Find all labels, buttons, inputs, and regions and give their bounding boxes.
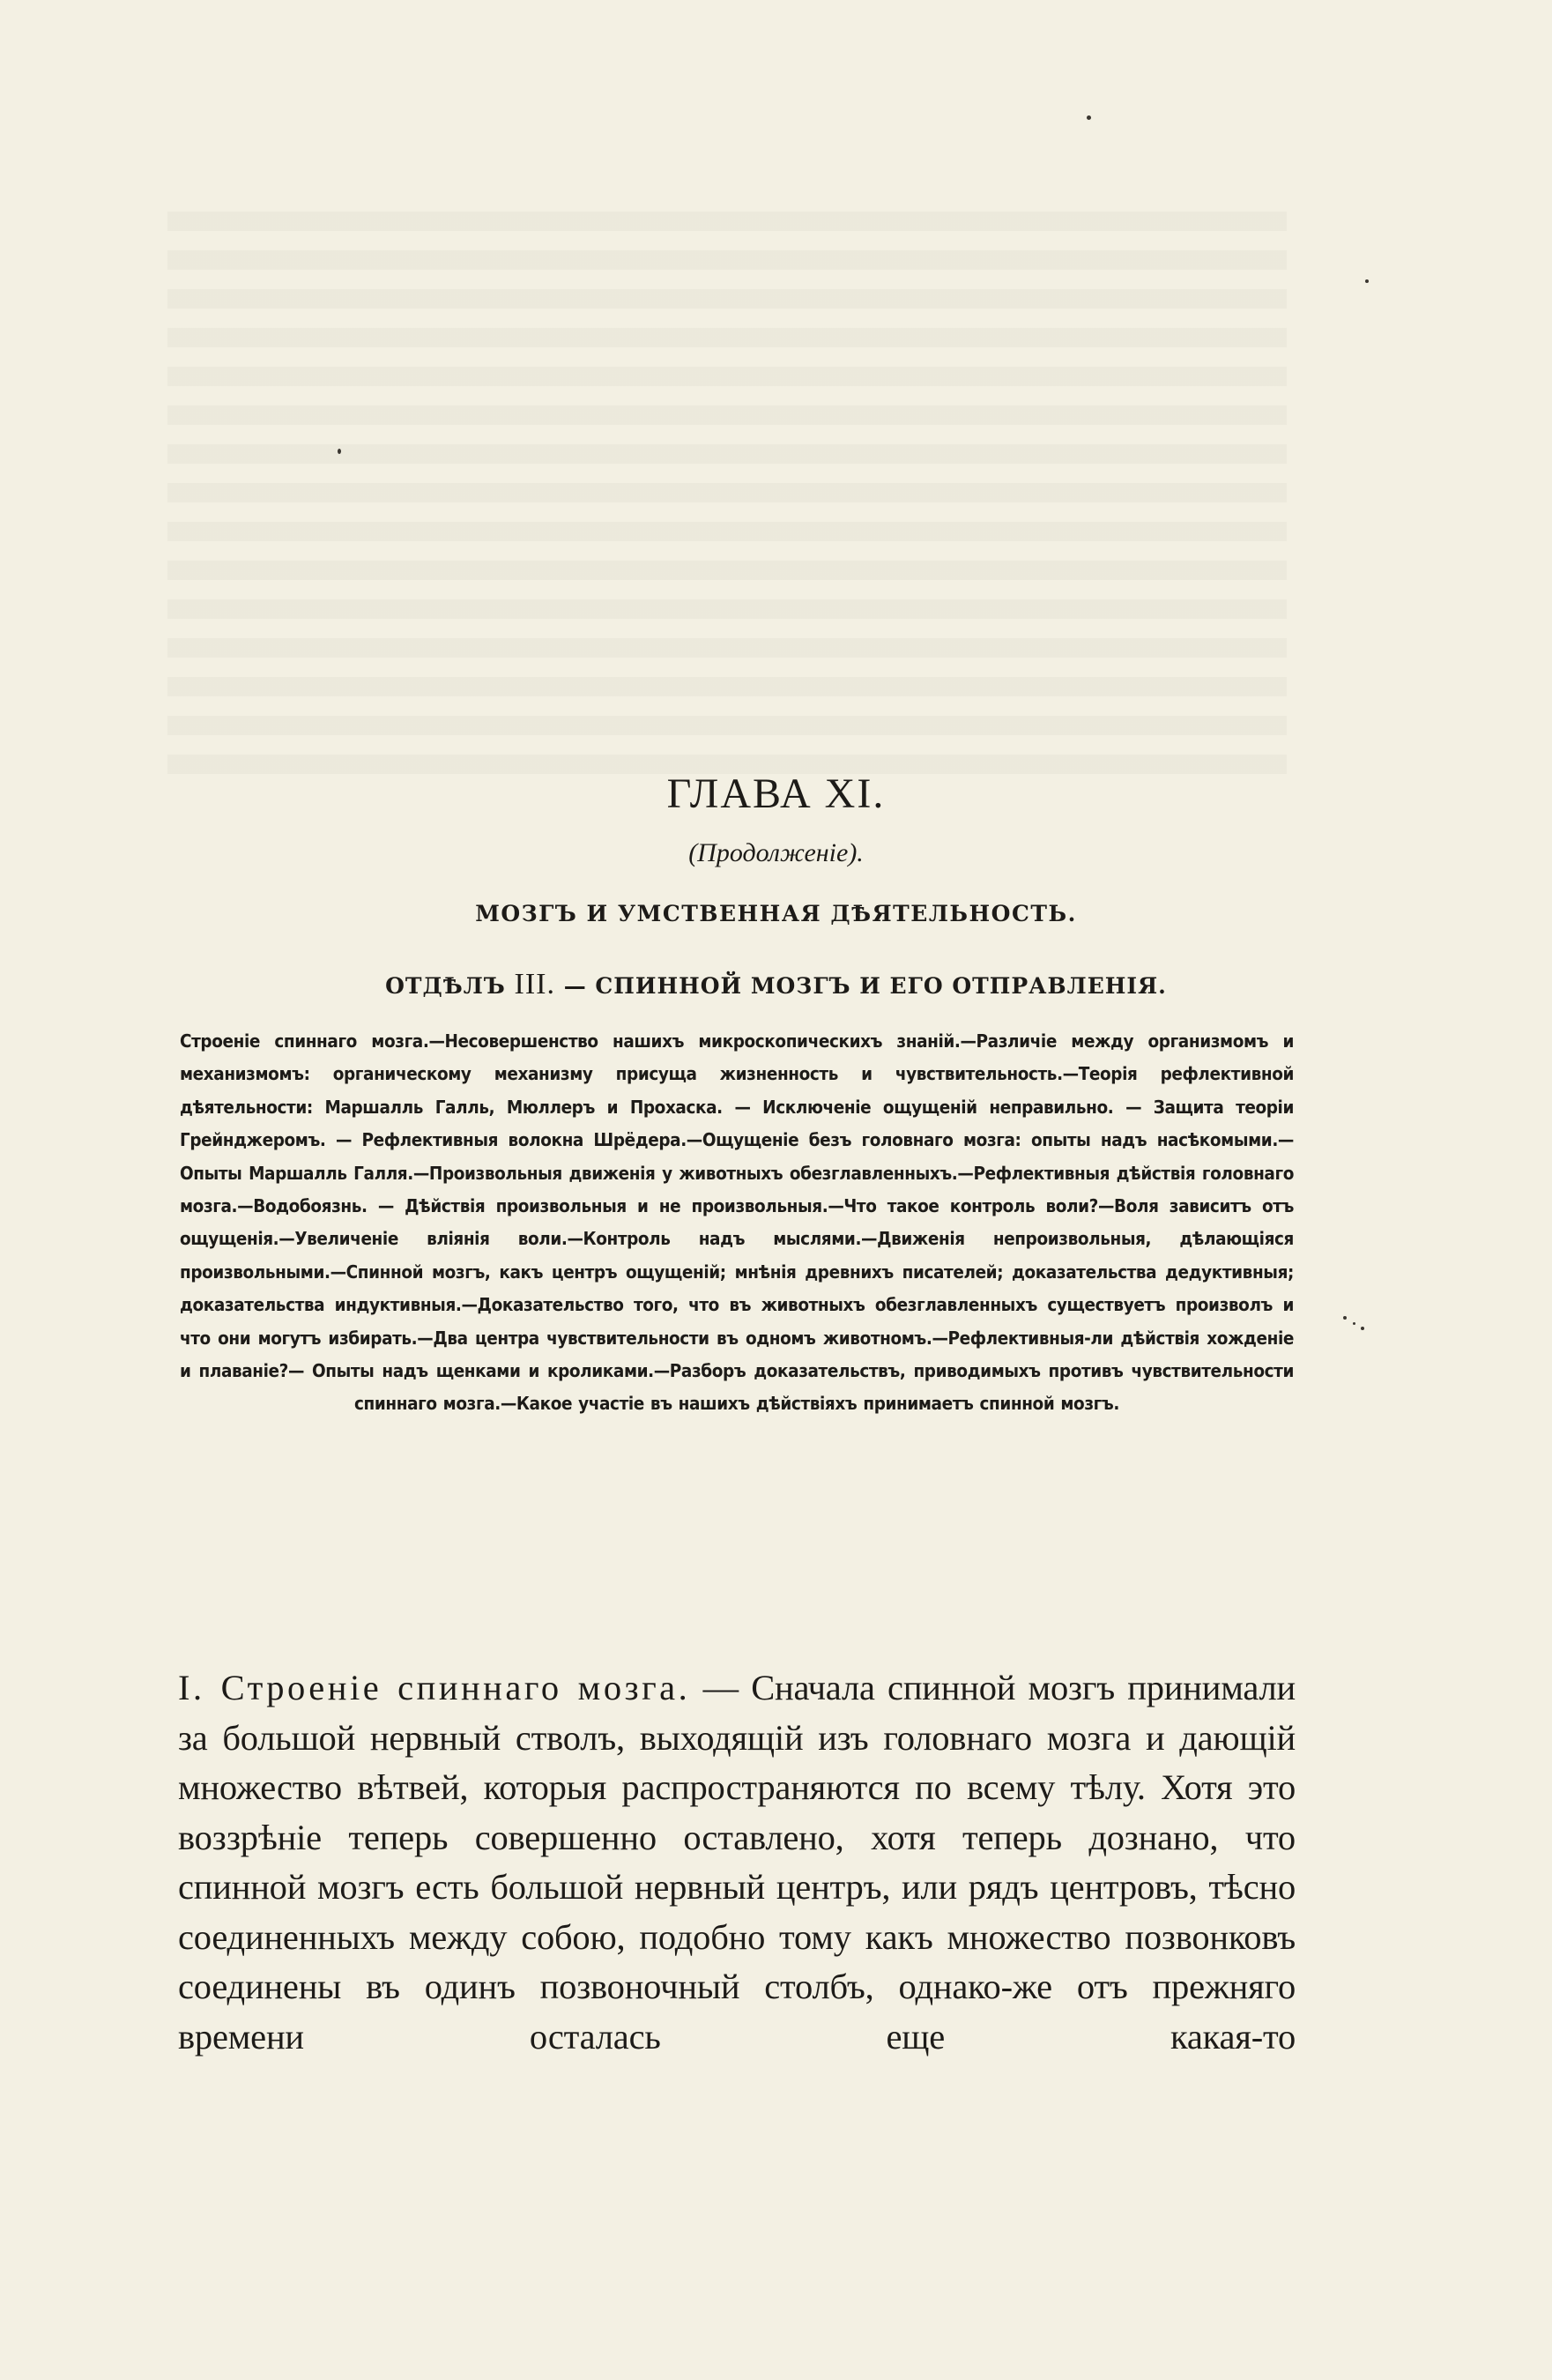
ink-speck bbox=[1343, 1316, 1347, 1320]
reverse-side-bleed-through bbox=[167, 212, 1287, 776]
chapter-subject: МОЗГЪ И УМСТВЕННАЯ ДѢЯТЕЛЬНОСТЬ. bbox=[475, 901, 1077, 926]
chapter-title: ГЛАВА XI. bbox=[666, 770, 886, 817]
section-prefix: ОТДѢЛЪ bbox=[385, 973, 506, 999]
paragraph-text: — Сначала спинной мозгъ принимали за большой нервный стволъ, выходящій изъ головнаго мозга и дающій множество вѣтвей, которыя распространяются по всему тѣлу. Хотя это воззрѣніе теперь совершенно оставлено, хотя теперь дознано, что спинной мозгъ есть большой нервный центръ, или рядъ центровъ, тѣсно соединенныхъ между собою, подобно тому какъ множество позвонковъ соединены въ одинъ позвоночный столбъ, однако-же отъ прежняго времени осталась еще какая-то bbox=[178, 1668, 1296, 2056]
chapter-summary: Строеніе спиннаго мозга.—Несовершенство нашихъ микроскопическихъ знаній.—Различіе между организмомъ и механизмомъ: органическому механизму присуща жизненность и чувствительность.—Теорія рефлективной дѣятельности: Маршалль Галль, Мюллеръ и Прохаска. — Исключеніе ощущеній неправильно. — Защита теоріи Грейнджеромъ. — Рефлективныя волокна Шрёдера.—Ощущеніе безъ головнаго мозга: опыты надъ насѣкомыми.—Опыты Маршалль Галля.—Произвольныя движенія у животныхъ обезглавленныхъ.—Рефлективныя дѣйствія головнаго мозга.—Водобоязнь. — Дѣйствія произвольныя и не произвольныя.—Что такое контроль воли?—Воля зависитъ отъ ощущенія.—Увеличеніе вліянія воли.—Контроль надъ мыслями.—Движенія непроизвольныя, дѣлающіяся произвольными.—Спинной мозгъ, какъ центръ ощущеній; мнѣнія древнихъ писателей; доказательства дедуктивныя; доказательства индуктивныя.—Доказательство того, что въ животныхъ обезглавленныхъ существуетъ произволъ и что они могутъ избирать.—Два центра чувствительности въ одномъ животномъ.—Рефлективныя-ли дѣйствія хожденіе и плаваніе?— Опыты надъ щенками и кроликами.—Разборъ доказательствъ, приводимыхъ противъ чувствительности спиннаго мозга.—Какое участіе въ нашихъ дѣйствіяхъ принимаетъ спинной мозгъ. bbox=[180, 1030, 1294, 1415]
section-number: III. bbox=[514, 968, 555, 1000]
ink-speck bbox=[338, 449, 341, 454]
paragraph-lead-in: I. Строеніе спиннаго мозга. bbox=[178, 1668, 691, 1707]
ink-speck bbox=[1353, 1322, 1355, 1325]
section-title: — СПИННОЙ МОЗГЪ И ЕГО ОТПРАВЛЕНІЯ. bbox=[563, 973, 1167, 999]
body-paragraph bbox=[178, 1663, 1296, 2062]
ink-speck bbox=[1365, 279, 1369, 283]
ink-speck bbox=[1361, 1327, 1364, 1330]
chapter-continued-note: (Продолженіе). bbox=[688, 838, 864, 867]
ink-speck bbox=[1087, 115, 1091, 120]
section-heading bbox=[0, 968, 1552, 1001]
